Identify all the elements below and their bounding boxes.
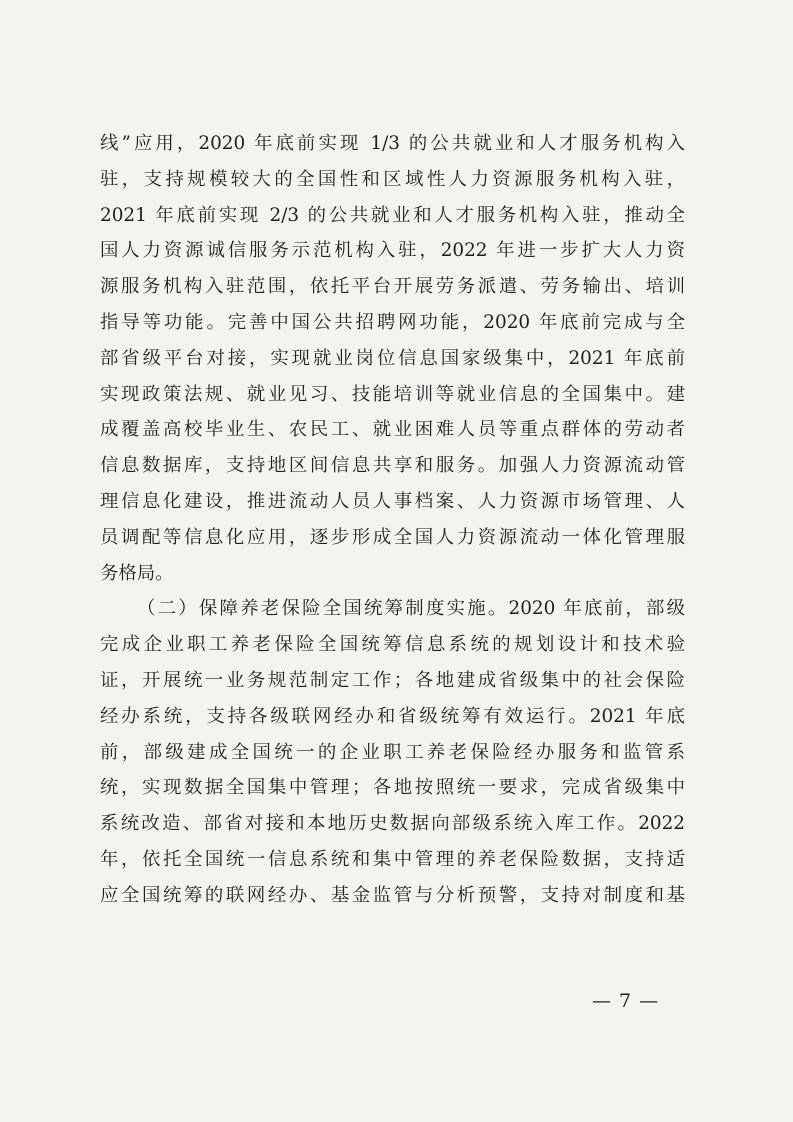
text-line: 完成企业职工养老保险全国统筹信息系统的规划设计和技术验: [100, 634, 685, 656]
text-line: 前，部级建成全国统一的企业职工养老保险经办服务和监管系: [100, 741, 685, 763]
text-line: 信息数据库，支持地区间信息共享和服务。加强人力资源流动管: [100, 455, 685, 477]
text-line: 系统改造、部省对接和本地历史数据向部级系统入库工作。2022: [100, 813, 685, 835]
text-line: 源服务机构入驻范围，依托平台开展劳务派遣、劳务输出、培训: [100, 276, 685, 298]
text-line: 实现政策法规、就业见习、技能培训等就业信息的全国集中。建: [100, 383, 685, 405]
text-line: 证，开展统一业务规范制定工作；各地建成省级集中的社会保险: [100, 669, 685, 691]
text-line: 务格局。: [100, 562, 174, 584]
body-text: [100, 126, 685, 914]
text-line: 员调配等信息化应用，逐步形成全国人力资源流动一体化管理服: [100, 526, 685, 548]
text-line: 驻，支持规模较大的全国性和区域性人力资源服务机构入驻，: [100, 168, 685, 190]
text-line: 国人力资源诚信服务示范机构入驻，2022 年进一步扩大人力资: [100, 240, 685, 262]
text-line: 经办系统，支持各级联网经办和省级统筹有效运行。2021 年底: [100, 705, 685, 727]
text-line: 应全国统筹的联网经办、基金监管与分析预警，支持对制度和基: [100, 884, 685, 906]
text-line: 线”应用，2020 年底前实现 1/3 的公共就业和人才服务机构入: [100, 133, 685, 154]
text-line: 指导等功能。完善中国公共招聘网功能，2020 年底前完成与全: [100, 311, 685, 333]
text-line: 统，实现数据全国集中管理；各地按照统一要求，完成省级集中: [100, 777, 685, 799]
page-number: — 7 —: [592, 990, 660, 1012]
text-line: （二）保障养老保险全国统筹制度实施。2020 年底前，部级: [137, 598, 685, 620]
text-line: 部省级平台对接，实现就业岗位信息国家级集中，2021 年底前: [100, 347, 685, 369]
text-line: 理信息化建设，推进流动人员人事档案、人力资源市场管理、人: [100, 490, 685, 512]
text-line: 2021 年底前实现 2/3 的公共就业和人才服务机构入驻，推动全: [100, 204, 685, 226]
text-line: 成覆盖高校毕业生、农民工、就业困难人员等重点群体的劳动者: [100, 419, 685, 441]
text-line: 年，依托全国统一信息系统和集中管理的养老保险数据，支持适: [100, 848, 685, 870]
